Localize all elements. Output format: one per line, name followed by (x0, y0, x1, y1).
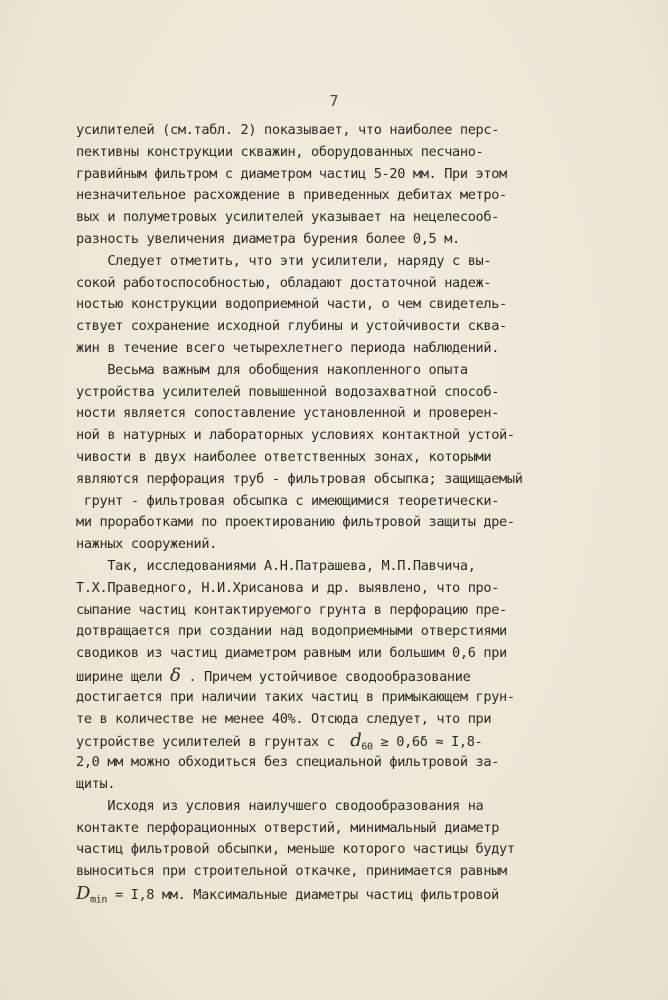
text-line: пективны конструкции скважин, оборудованных песчано- (76, 143, 484, 160)
text-segment: устройстве усилителей в грунтах с (76, 734, 335, 751)
text-line-slit-width (76, 665, 576, 687)
text-line: устройства усилителей повышенной водозахватной способ- (76, 383, 500, 400)
text-line: грунт - фильтровая обсыпка с имеющимися теоретически- (76, 492, 500, 509)
text-line: незначительное расхождение в приведенных дебитах метро- (76, 187, 507, 204)
text-line: выноситься при строительной откачке, принимается равным (76, 863, 507, 880)
page-number: 7 (329, 92, 339, 110)
text-line: являются перфорация труб - фильтровая обсыпка; защищаемый (76, 470, 523, 487)
text-line: нажных сооружений. (76, 536, 218, 553)
text-line: Исходя из условия наилучшего сводообразования на (76, 797, 484, 814)
text-line: те в количестве не менее 40%. Отсюда следует, что при (76, 710, 492, 727)
body-text (76, 120, 576, 905)
text-segment: ширине щели (76, 668, 163, 685)
d-symbol: d (350, 730, 362, 752)
text-line: усилителей (см.табл. 2) показывает, что наиболее перс- (76, 122, 500, 138)
text-line: Т.Х.Праведного, Н.И.Хрисанова и др. выявлено, что про- (76, 579, 500, 596)
text-line: ности является сопоставление установленной и проверен- (76, 405, 500, 422)
text-line: щиты. (76, 775, 116, 792)
text-line: Следует отметить, что эти усилители, наряду с вы- (76, 252, 492, 269)
dmin-subscript: min (90, 894, 108, 906)
text-line: Весьма важным для обобщения накопленного опыта (76, 361, 468, 378)
text-line-formula (76, 730, 576, 752)
delta-symbol: δ (170, 664, 181, 686)
text-line: чивости в двух наиболее ответственных зонах, которыми (76, 448, 492, 465)
text-line: сыпание частиц контактируемого грунта в перфорацию пре- (76, 601, 507, 618)
dmin-symbol: D (76, 882, 91, 904)
text-line: сокой работоспособностью, обладают достаточной надеж- (76, 274, 492, 291)
text-line: частиц фильтровой обсыпки, меньше которого частицы будут (76, 841, 515, 858)
formula-tail: ≥ 0,6δ ≈ I,8- (380, 734, 483, 751)
text-line: достигается при наличии таких частиц в примыкающем грун- (76, 688, 515, 705)
text-line: ностью конструкции водоприемной части, о чем свидетель- (76, 296, 507, 313)
text-line: ствует сохранение исходной глубины и устойчивости сква- (76, 318, 507, 335)
text-line: контакте перфорационных отверстий, минимальный диаметр (76, 819, 500, 836)
text-line: Так, исследованиями А.Н.Патрашева, М.П.Павчича, (76, 557, 476, 574)
text-line: разность увеличения диаметра бурения более 0,5 м. (76, 230, 460, 247)
text-line: ной в натурных и лабораторных условиях контактной устой- (76, 427, 515, 444)
text-segment: . Причем устойчивое сводообразование (188, 668, 471, 685)
text-line: 2,0 мм можно обходиться без специальной фильтровой за- (76, 754, 500, 771)
text-line: гравийным фильтром с диаметром частиц 5-20 мм. При этом (76, 165, 507, 182)
text-line: дотвращается при создании над водоприемными отверстиями (76, 623, 507, 640)
text-segment: = I,8 мм. Максимальные диаметры частиц фильтровой (114, 886, 499, 903)
d-subscript: 60 (361, 742, 373, 754)
text-line-dmin (76, 883, 576, 905)
text-line: ми проработками по проектированию фильтровой защиты дре- (76, 514, 515, 531)
text-line: сводиков из частиц диаметром равным или большим 0,6 при (76, 645, 507, 662)
text-line: вых и полуметровых усилителей указывает на нецелесооб- (76, 209, 500, 226)
text-line: жин в течение всего четырехлетнего периода наблюдений. (76, 339, 500, 356)
